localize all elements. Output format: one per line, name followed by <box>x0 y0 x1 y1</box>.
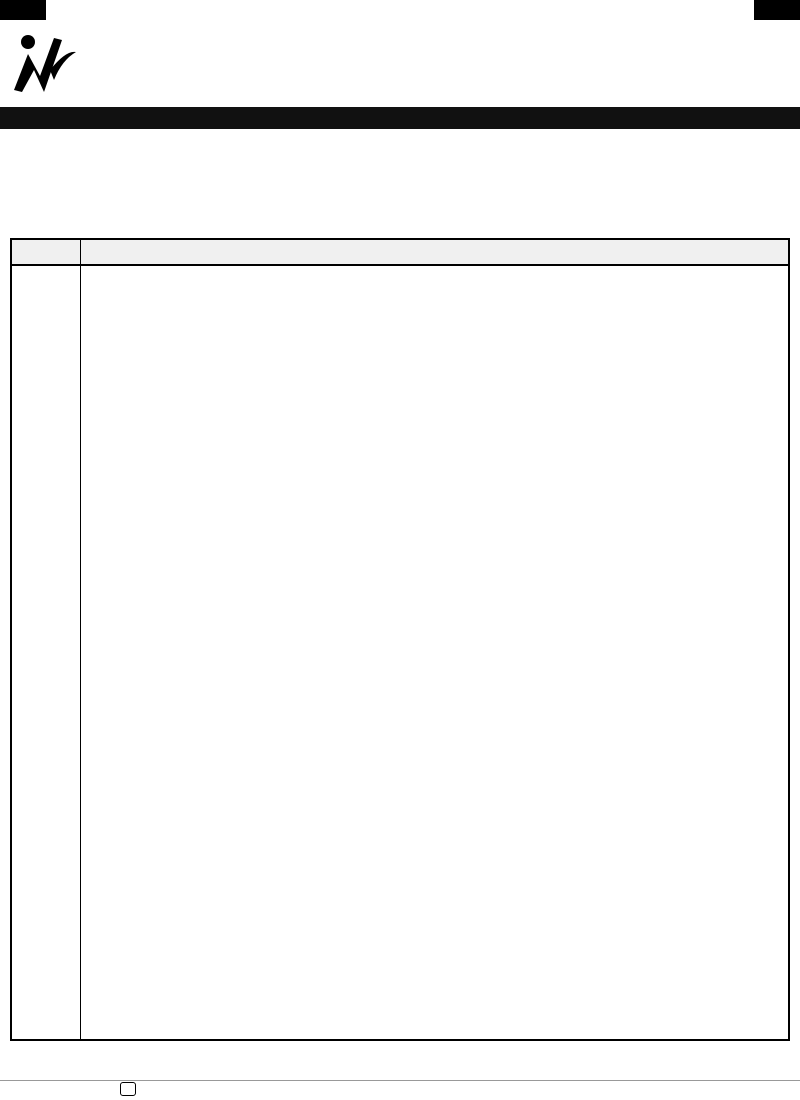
table-header <box>12 240 788 266</box>
column-divider <box>80 240 81 1039</box>
logo-icon <box>10 30 78 98</box>
header <box>0 20 800 106</box>
ad-label-right <box>754 0 800 20</box>
page-footer <box>0 1080 800 1100</box>
brand-badge-icon <box>120 1082 136 1096</box>
itinerary-table <box>10 238 790 1041</box>
ad-label-left <box>0 0 46 20</box>
company-bar <box>0 107 800 129</box>
side-column <box>14 268 74 1038</box>
